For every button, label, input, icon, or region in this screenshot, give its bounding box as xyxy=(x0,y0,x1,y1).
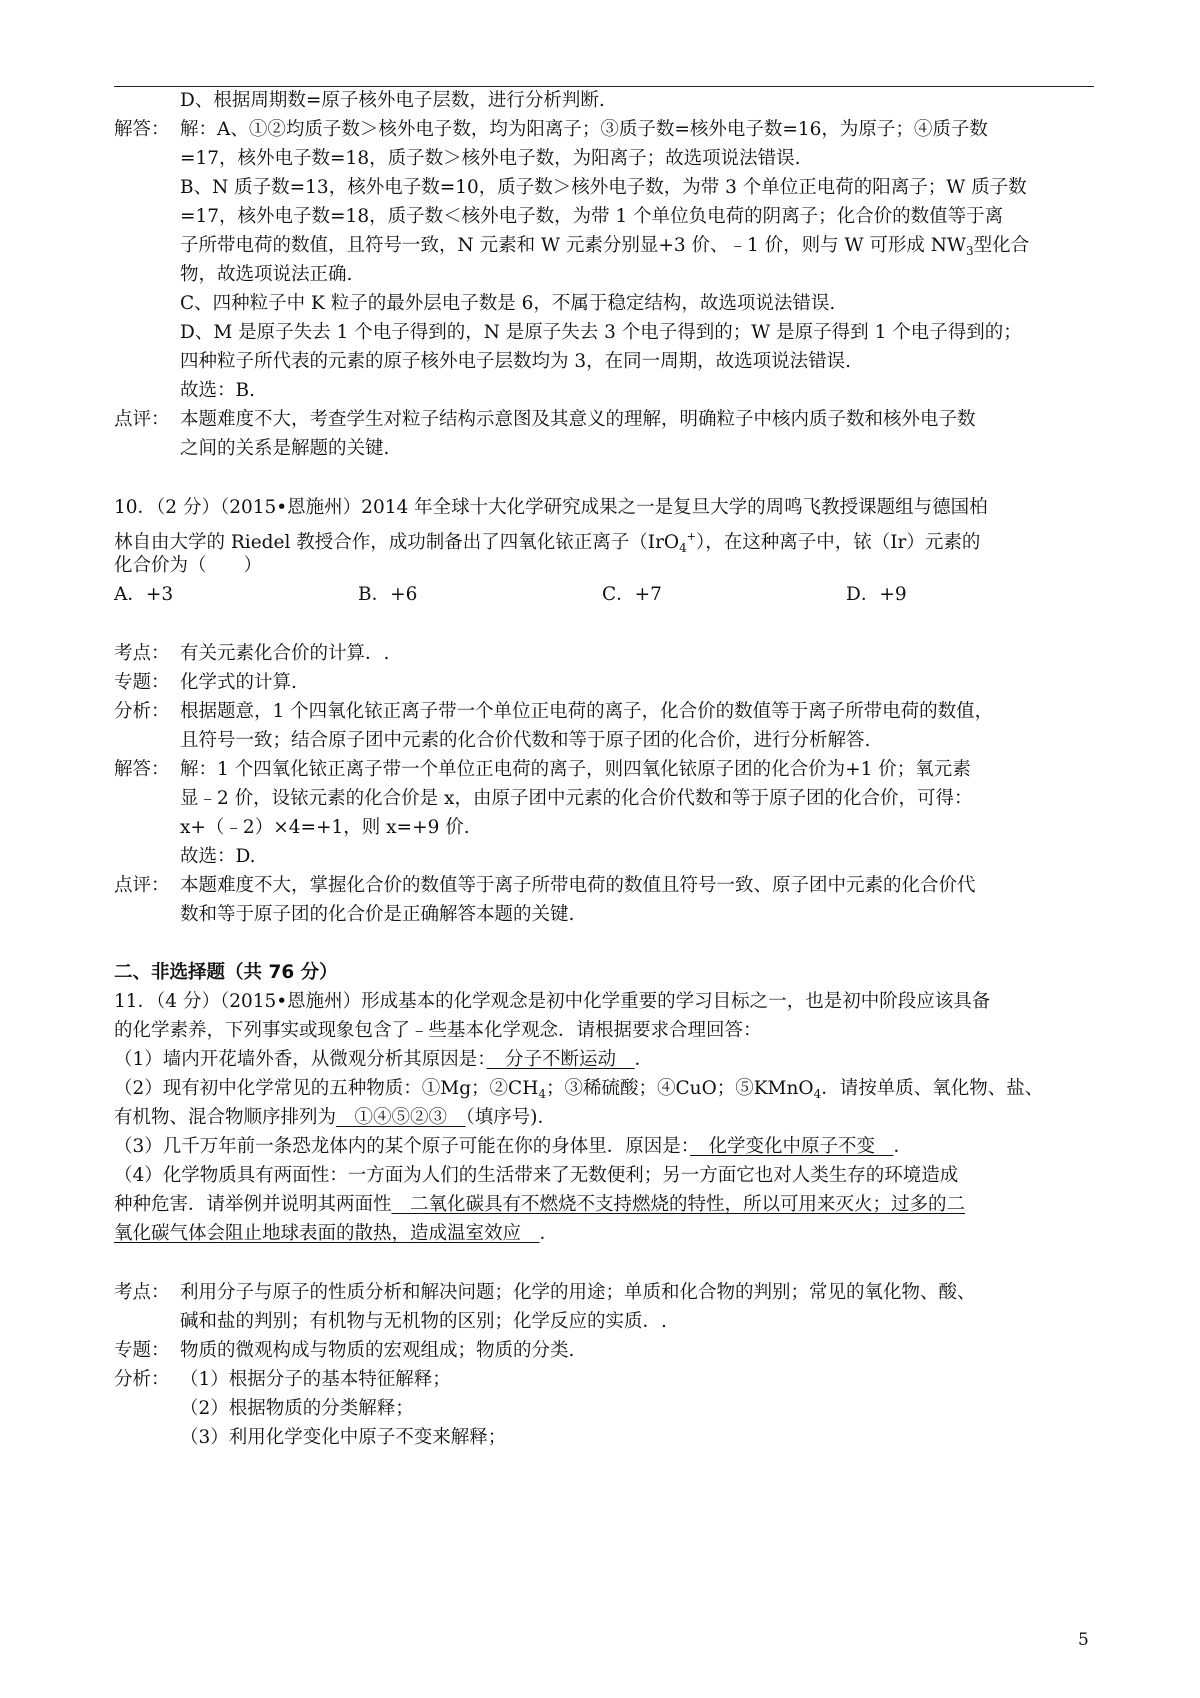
q11-zhuanti-label: 专题： xyxy=(114,1340,170,1361)
q9-answer-line: =17，核外电子数=18，质子数＜核外电子数，为带 1 个单位负电荷的阴离子；化合价的数值等于离 xyxy=(180,206,1004,227)
q10-dianping-label: 点评： xyxy=(114,875,170,896)
page-number: 5 xyxy=(1078,1630,1089,1650)
q9-answer-tail: 型化合 xyxy=(973,235,1030,256)
q11-p2-text: 有机物、混合物顺序排列为 xyxy=(114,1107,337,1128)
q11-fenxi-line: （2）根据物质的分类解释； xyxy=(180,1398,414,1419)
q11-p2-mid: ；③稀硫酸；④CuO；⑤KMnO xyxy=(546,1078,814,1099)
q10-fenxi-label: 分析： xyxy=(114,701,170,722)
q11-p2-answer: ①④⑤②③ xyxy=(336,1107,466,1128)
q11-stem-line: 11．（4 分）（2015•恩施州）形成基本的化学观念是初中化学重要的学习目标之一，也是初中阶段应该具备 xyxy=(114,991,991,1012)
q10-option-d: D．+9 xyxy=(846,584,907,605)
q10-option-b: B．+6 xyxy=(358,584,418,605)
q10-stem-line: 10．（2 分）（2015•恩施州）2014 年全球十大化学研究成果之一是复旦大学的周鸣飞教授课题组与德国柏 xyxy=(114,497,988,518)
section-title: 二、非选择题（共 76 分） xyxy=(114,962,338,983)
q11-stem-line: 的化学素养，下列事实或现象包含了﹣些基本化学观念．请根据要求合理回答： xyxy=(114,1020,762,1041)
q9-answer-line: B、N 质子数=13，核外电子数=10，质子数＞核外电子数，为带 3 个单位正电荷的阳离子；W 质子数 xyxy=(180,177,1027,198)
q9-analysis-d: D、根据周期数=原子核外电子层数，进行分析判断. xyxy=(180,90,605,111)
q11-p3-text: （3）几千万年前一条恐龙体内的某个原子可能在你的身体里．原因是： xyxy=(114,1136,691,1157)
q11-part-4-line-3 xyxy=(114,1219,558,1249)
q9-answer-line: 解：A、①②均质子数＞核外电子数，均为阳离子；③质子数=核外电子数=16，为原子；④质子数 xyxy=(180,119,988,140)
q11-part-3 xyxy=(114,1132,912,1162)
q11-kaodian-line: 碱和盐的判别；有机物与无机物的区别；化学反应的实质．. xyxy=(180,1311,667,1332)
q10-jieda-label: 解答： xyxy=(114,759,170,780)
q11-p3-answer: 化学变化中原子不变 xyxy=(690,1136,894,1157)
q11-fenxi-label: 分析： xyxy=(114,1369,170,1390)
q11-zhuanti: 物质的微观构成与物质的宏观组成；物质的分类. xyxy=(180,1340,575,1361)
q11-part-4: （4）化学物质具有两面性：一方面为人们的生活带来了无数便利；另一方面它也对人类生存的环境造成 xyxy=(114,1165,959,1186)
q10-kaodian-label: 考点： xyxy=(114,643,170,664)
q11-part-1 xyxy=(114,1045,653,1075)
q11-part-2-line-2 xyxy=(114,1103,556,1133)
q11-fenxi-line: （3）利用化学变化中原子不变来解释； xyxy=(180,1427,507,1448)
q9-answer-line: 四种粒子所代表的元素的原子核外电子层数均为 3，在同一周期，故选项说法错误. xyxy=(180,351,852,372)
ion-subscript: 4 xyxy=(679,541,687,555)
q11-p2-text: （2）现有初中化学常见的五种物质：①Mg；②CH xyxy=(114,1078,539,1099)
q11-p4-answer: 二氧化碳具有不燃烧不支持燃烧的特性，所以可用来灭火；过多的二 xyxy=(391,1194,966,1215)
q10-zhuanti-label: 专题： xyxy=(114,672,170,693)
q10-stem-tail: ），在这种离子中，铱（Ir）元素的 xyxy=(695,532,981,553)
q10-option-c: C．+7 xyxy=(602,584,662,605)
q9-comment-line: 本题难度不大，考查学生对粒子结构示意图及其意义的理解，明确粒子中核内质子数和核外电子数 xyxy=(180,409,976,430)
q10-option-a: A．+3 xyxy=(114,584,174,605)
q9-answer-line: C、四种粒子中 K 粒子的最外层电子数是 6，不属于稳定结构，故选项说法错误. xyxy=(180,293,836,314)
q11-p2-end: （填序号)． xyxy=(465,1107,556,1128)
q10-jieda-line: 显﹣2 价，设铱元素的化合价是 x，由原子团中元素的化合价代数和等于原子团的化合价，可得： xyxy=(180,788,973,809)
q9-answer-line: D、M 是原子失去 1 个电子得到的，N 是原子失去 3 个电子得到的；W 是原子得到 1 个电子得到的； xyxy=(180,322,1022,343)
q10-jieda-line: x+（﹣2）×4=+1，则 x=+9 价. xyxy=(180,817,470,838)
q11-part-4-line-2 xyxy=(114,1190,965,1220)
q10-dianping-line: 数和等于原子团的化合价是正确解答本题的关键. xyxy=(180,904,575,925)
q10-jieda-line: 故选：D. xyxy=(180,846,256,867)
q9-answer-label: 解答： xyxy=(114,119,170,140)
q9-answer-line: 故选：B. xyxy=(180,380,255,401)
ion-superscript: + xyxy=(686,530,696,543)
q11-p1-answer: 分子不断运动 xyxy=(486,1049,635,1070)
q10-fenxi-line: 且符号一致；结合原子团中元素的化合价代数和等于原子团的化合价，进行分析解答. xyxy=(180,730,871,751)
q10-stem-text: 林自由大学的 Riedel 教授合作，成功制备出了四氧化铱正离子（IrO xyxy=(114,532,680,553)
q11-kaodian-label: 考点： xyxy=(114,1282,170,1303)
q10-kaodian: 有关元素化合价的计算．. xyxy=(180,643,390,664)
q9-answer-text: 子所带电荷的数值，且符号一致，N 元素和 W 元素分别显+3 价、﹣1 价，则与 W 可形成 NW xyxy=(180,235,967,256)
q11-p4-end: ． xyxy=(539,1223,559,1244)
q10-zhuanti: 化学式的计算. xyxy=(180,672,297,693)
kmno4-subscript: 4 xyxy=(813,1087,822,1101)
q10-stem-line: 化合价为（ ） xyxy=(114,555,263,576)
q11-p1-text: （1）墙内开花墙外香，从微观分析其原因是： xyxy=(114,1049,487,1070)
q9-comment-label: 点评： xyxy=(114,409,170,430)
ch4-subscript: 4 xyxy=(538,1087,546,1101)
q9-answer-line: =17，核外电子数=18，质子数＞核外电子数，为阳离子；故选项说法错误. xyxy=(180,148,801,169)
q11-p3-end: ． xyxy=(893,1136,913,1157)
nw-subscript: 3 xyxy=(966,244,974,258)
q10-fenxi-line: 根据题意，1 个四氧化铱正离子带一个单位正电荷的离子，化合价的数值等于离子所带电荷的数值， xyxy=(180,701,994,722)
q9-comment-line: 之间的关系是解题的关键. xyxy=(180,438,390,459)
q11-p1-end: ． xyxy=(634,1049,654,1070)
q10-dianping-line: 本题难度不大，掌握化合价的数值等于离子所带电荷的数值且符号一致、原子团中元素的化合价代 xyxy=(180,875,976,896)
q11-kaodian-line: 利用分子与原子的性质分析和解决问题；化学的用途；单质和化合物的判别；常见的氧化物、酸、 xyxy=(180,1282,976,1303)
q10-jieda-line: 解：1 个四氧化铱正离子带一个单位正电荷的离子，则四氧化铱原子团的化合价为+1 价；氧元素 xyxy=(180,759,971,780)
q11-fenxi-line: （1）根据分子的基本特征解释； xyxy=(180,1369,451,1390)
q11-p4-text: 种种危害．请举例并说明其两面性 xyxy=(114,1194,392,1215)
q9-answer-line: 物，故选项说法正确. xyxy=(180,264,353,285)
q11-p2-tail: ．请按单质、氧化物、盐、 xyxy=(821,1078,1044,1099)
q11-p4-answer: 氧化碳气体会阻止地球表面的散热，造成温室效应 xyxy=(114,1223,540,1244)
